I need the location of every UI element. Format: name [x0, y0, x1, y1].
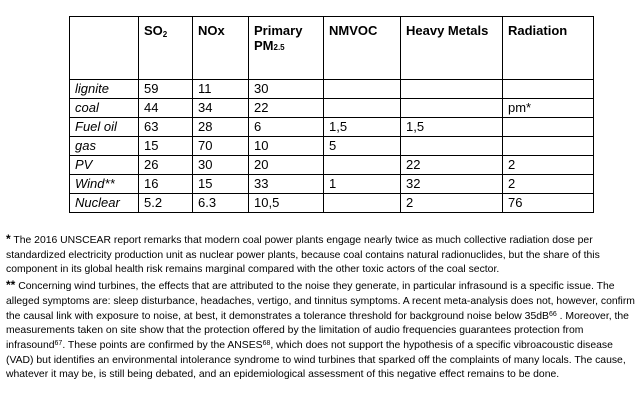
cell-nox: 70	[193, 137, 249, 156]
cell-so2: 44	[139, 99, 193, 118]
cell-so2: 15	[139, 137, 193, 156]
header-pm25	[249, 17, 324, 80]
header-nmvoc: NMVOC	[324, 17, 401, 80]
footnote-coal-radiation	[6, 232, 636, 278]
reference-67: 67	[54, 339, 63, 347]
cell-pm25: 22	[249, 99, 324, 118]
footnote-wind-text-b: . Moreover, the measurements taken on site show that the protection offered by the limitation of audio frequencies guarantees protection from infrasound	[6, 310, 629, 351]
table-row	[70, 194, 594, 213]
cell-nox: 6.3	[193, 194, 249, 213]
header-so2-base: SO	[144, 23, 163, 38]
cell-nmvoc	[324, 80, 401, 99]
header-pm-label: PM	[254, 38, 274, 53]
table-row	[70, 175, 594, 194]
cell-pm25: 10,5	[249, 194, 324, 213]
cell-heavy-metals	[401, 137, 503, 156]
cell-nmvoc: 5	[324, 137, 401, 156]
cell-pm25: 10	[249, 137, 324, 156]
cell-heavy-metals: 22	[401, 156, 503, 175]
header-nox: NOx	[193, 17, 249, 80]
cell-nox: 28	[193, 118, 249, 137]
cell-radiation: 2	[503, 175, 594, 194]
cell-nmvoc: 1	[324, 175, 401, 194]
cell-nmvoc	[324, 194, 401, 213]
reference-66: 66	[548, 310, 557, 318]
header-pm-primary: Primary	[254, 23, 303, 38]
emissions-table	[69, 16, 594, 213]
cell-nmvoc	[324, 99, 401, 118]
cell-heavy-metals: 2	[401, 194, 503, 213]
cell-pm25: 33	[249, 175, 324, 194]
cell-radiation: 76	[503, 194, 594, 213]
cell-nmvoc	[324, 156, 401, 175]
cell-pm25: 30	[249, 80, 324, 99]
header-so2	[139, 17, 193, 80]
cell-heavy-metals	[401, 80, 503, 99]
cell-heavy-metals	[401, 99, 503, 118]
cell-pm25: 20	[249, 156, 324, 175]
row-label: Nuclear	[70, 194, 139, 213]
row-label: Wind**	[70, 175, 139, 194]
cell-so2: 5.2	[139, 194, 193, 213]
row-label: Fuel oil	[70, 118, 139, 137]
header-blank	[70, 17, 139, 80]
footnote-marker-double: **	[6, 278, 16, 293]
cell-so2: 16	[139, 175, 193, 194]
footnotes	[6, 232, 636, 383]
table-row	[70, 99, 594, 118]
footnote-marker-single: *	[6, 232, 11, 246]
cell-so2: 63	[139, 118, 193, 137]
reference-68: 68	[262, 339, 271, 347]
footnote-wind-text-c: . These points are confirmed by the ANSES	[62, 339, 263, 351]
row-label: coal	[70, 99, 139, 118]
table-row	[70, 137, 594, 156]
cell-radiation: 2	[503, 156, 594, 175]
cell-heavy-metals: 1,5	[401, 118, 503, 137]
cell-nmvoc: 1,5	[324, 118, 401, 137]
cell-nox: 34	[193, 99, 249, 118]
table-row	[70, 80, 594, 99]
row-label: gas	[70, 137, 139, 156]
row-label: lignite	[70, 80, 139, 99]
cell-nox: 30	[193, 156, 249, 175]
footnote-wind-text-a: Concerning wind turbines, the effects that are attributed to the noise they generate, in particular infrasound is a specific issue. The alleged symptoms are: sleep disturbance, headaches, vertigo, and tinnitus symptoms. A recent meta-analysis does not, however, confirm the causal link with exposure to noise, at best, it demonstrates a tolerance threshold for background noise below 35dB	[6, 281, 635, 322]
cell-so2: 26	[139, 156, 193, 175]
cell-radiation	[503, 80, 594, 99]
table-row	[70, 156, 594, 175]
cell-so2: 59	[139, 80, 193, 99]
header-radiation: Radiation	[503, 17, 594, 80]
header-pm-sub: 2.5	[273, 43, 285, 52]
footnote-wind-noise	[6, 278, 636, 383]
table-row	[70, 118, 594, 137]
cell-radiation	[503, 137, 594, 156]
cell-radiation: pm*	[503, 99, 594, 118]
cell-pm25: 6	[249, 118, 324, 137]
cell-nox: 11	[193, 80, 249, 99]
header-so2-sub: 2	[162, 30, 168, 39]
cell-nox: 15	[193, 175, 249, 194]
header-heavy-metals: Heavy Metals	[401, 17, 503, 80]
cell-heavy-metals: 32	[401, 175, 503, 194]
table-header-row	[70, 17, 594, 80]
cell-radiation	[503, 118, 594, 137]
footnote-coal-text: The 2016 UNSCEAR report remarks that modern coal power plants engage nearly twice as much collective radiation dose per standardized electricity production unit as nuclear power plants, because coal contains natural radionuclides, but the share of this component in its global health risk remains marginal compared with the other toxic actors of the coal sector.	[6, 235, 600, 276]
row-label: PV	[70, 156, 139, 175]
footnote-wind-text-d: , which does not support the hypothesis of a specific vibroacoustic disease (VAD) but identifies an environmental intolerance syndrome to wind turbines that sparked off the complaints of many locals. The cause, whatever it may be, is still being debated, and an epidemiological assessment of this negative effect remains to be done.	[6, 339, 626, 381]
